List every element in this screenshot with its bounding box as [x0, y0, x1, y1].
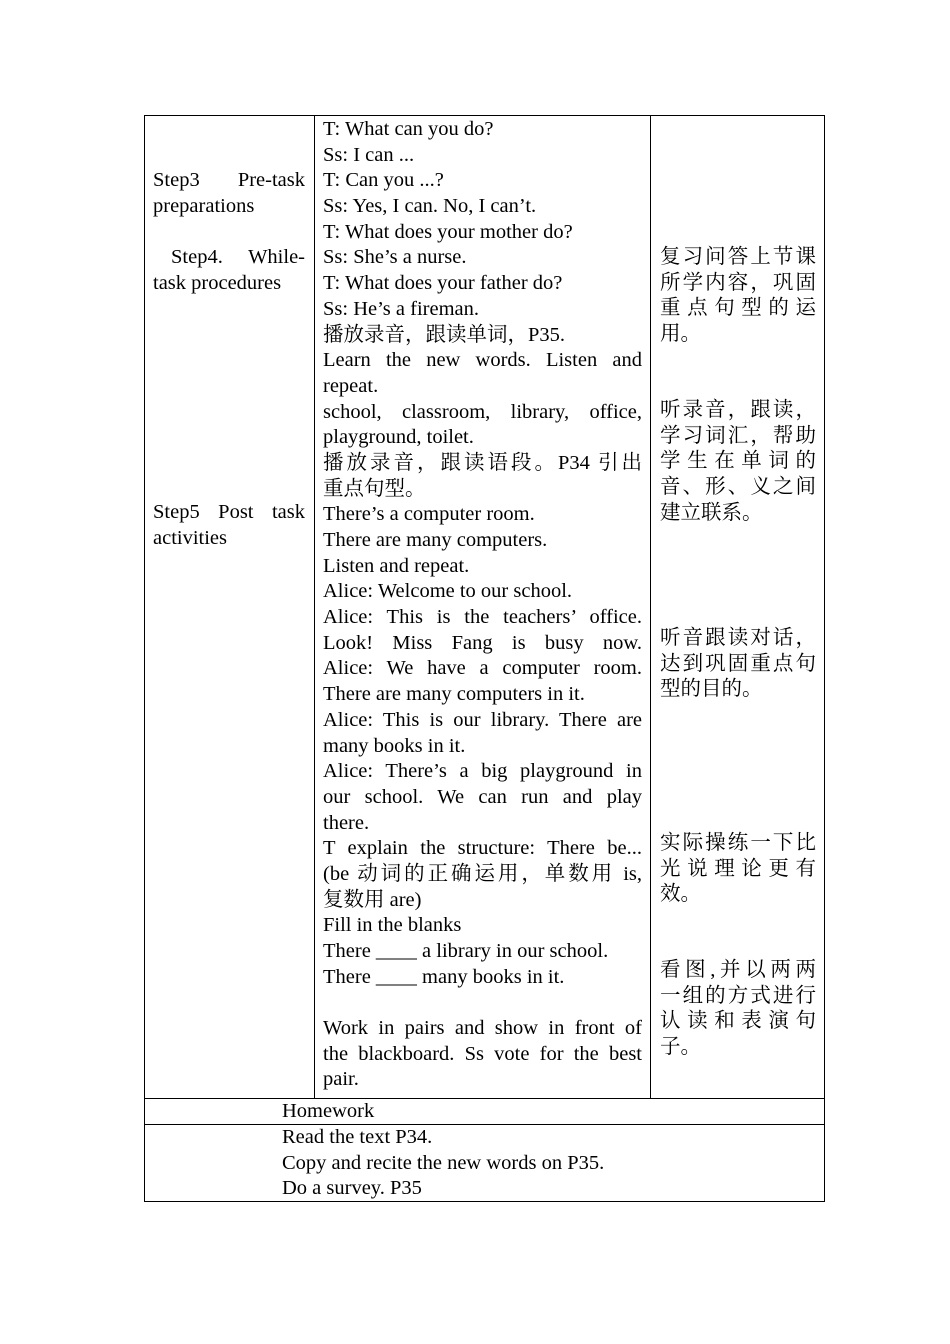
steps-column	[153, 168, 305, 296]
purpose-3-line: 听音跟读对话，	[660, 627, 816, 649]
procedure-line: There ____ a library in our school.	[323, 940, 609, 962]
column-divider-2	[650, 116, 651, 1098]
purpose-5-line: 子。	[660, 1036, 701, 1059]
procedure-line: the blackboard. Ss vote for the best	[323, 1042, 642, 1065]
procedure-line: Alice: This is our library. There are	[323, 708, 642, 731]
step5-line1: Step5 Post task	[153, 501, 305, 523]
procedure-line: Look! Miss Fang is busy now.	[323, 631, 642, 654]
step3-line2: preparations	[153, 194, 255, 217]
purpose-block-2	[660, 398, 816, 526]
procedure-line: There are many computers in it.	[323, 683, 585, 706]
homework-list	[282, 1125, 802, 1202]
purpose-2-line: 音、形、义之间	[660, 476, 816, 499]
step4-line2: task procedures	[153, 271, 282, 294]
purpose-4-line: 实际操练一下比	[660, 832, 816, 854]
purpose-2-line: 听录音，跟读，	[660, 399, 816, 421]
procedure-line: Alice: This is the teachers’ office.	[323, 606, 642, 629]
purpose-4-line: 光说理论更有	[660, 857, 816, 880]
procedure-line: There ____ many books in it.	[323, 965, 565, 988]
procedure-line: 播放录音，跟读单词，P35.	[323, 323, 566, 346]
procedure-line: There’s a computer room.	[323, 503, 535, 526]
purpose-block-1	[660, 245, 816, 348]
procedure-line: Learn the new words. Listen and	[323, 349, 642, 372]
procedure-line: school, classroom, library, office,	[323, 400, 642, 423]
procedure-line: Alice: Welcome to our school.	[323, 580, 573, 603]
procedure-line: our school. We can run and play	[323, 785, 642, 808]
purpose-2-line: 学习词汇，帮助	[660, 424, 816, 447]
procedure-line: Fill in the blanks	[323, 914, 462, 937]
lesson-table	[144, 115, 825, 1202]
purpose-3-line: 型的目的。	[660, 678, 763, 701]
purpose-5-line: 认读和表演句	[660, 1010, 816, 1033]
procedure-line: Alice: We have a computer room.	[323, 657, 642, 680]
procedure-line: T: What does your mother do?	[323, 220, 573, 243]
procedure-line: Alice: There’s a big playground in	[323, 760, 642, 783]
homework-item: Read the text P34.	[282, 1126, 433, 1148]
procedure-line: Ss: She’s a nurse.	[323, 246, 467, 269]
procedure-line	[323, 990, 642, 1016]
procedure-column	[323, 117, 642, 1093]
procedure-line: T explain the structure: There be...	[323, 837, 642, 860]
purpose-3-line: 达到巩固重点句	[660, 652, 816, 675]
procedure-line: (be 动词的正确运用，单数用 is,	[323, 862, 642, 885]
homework-header	[282, 1099, 782, 1125]
procedure-line: 重点句型。	[323, 477, 426, 500]
purpose-block-4	[660, 831, 816, 908]
procedure-line: pair.	[323, 1068, 359, 1091]
procedure-line: Ss: He’s a fireman.	[323, 297, 479, 320]
procedure-line: T: What does your father do?	[323, 272, 563, 295]
homework-item: Do a survey. P35	[282, 1177, 422, 1200]
column-divider-1	[314, 116, 315, 1098]
purpose-2-line: 建立联系。	[660, 501, 763, 524]
procedure-line: playground, toilet.	[323, 426, 474, 449]
procedure-line: there.	[323, 811, 370, 834]
step5-block	[153, 500, 305, 551]
procedure-line: Ss: I can ...	[323, 143, 415, 166]
step3-line1: Step3 Pre-task	[153, 169, 305, 191]
procedure-line: There are many computers.	[323, 529, 548, 551]
procedure-line: Ss: Yes, I can. No, I can’t.	[323, 195, 537, 218]
purpose-1-line: 用。	[660, 323, 701, 346]
procedure-line: T: Can you ...?	[323, 169, 444, 192]
purpose-5-line: 看图,并以两两	[660, 959, 816, 981]
step4-line1: Step4. While-	[171, 246, 305, 269]
purpose-1-line: 重点句型的运	[660, 297, 816, 320]
purpose-1-line: 所学内容，巩固	[660, 271, 816, 294]
procedure-line: Listen and repeat.	[323, 554, 470, 577]
procedure-line: Work in pairs and show in front of	[323, 1017, 642, 1040]
homework-item: Copy and recite the new words on P35.	[282, 1151, 605, 1174]
procedure-line: 播放录音，跟读语段。P34 引出	[323, 451, 642, 474]
procedure-line: repeat.	[323, 374, 379, 397]
procedure-line: T: What can you do?	[323, 118, 494, 140]
step5-line2: activities	[153, 526, 228, 549]
purpose-block-5	[660, 958, 816, 1061]
purpose-5-line: 一组的方式进行	[660, 984, 816, 1007]
procedure-line: 复数用 are)	[323, 888, 422, 911]
procedure-line: many books in it.	[323, 734, 466, 757]
purpose-1-line: 复习问答上节课	[660, 246, 816, 268]
purpose-block-3	[660, 626, 816, 703]
purpose-4-line: 效。	[660, 883, 701, 906]
purpose-2-line: 学生在单词的	[660, 450, 816, 473]
homework-title: Homework	[282, 1100, 375, 1122]
